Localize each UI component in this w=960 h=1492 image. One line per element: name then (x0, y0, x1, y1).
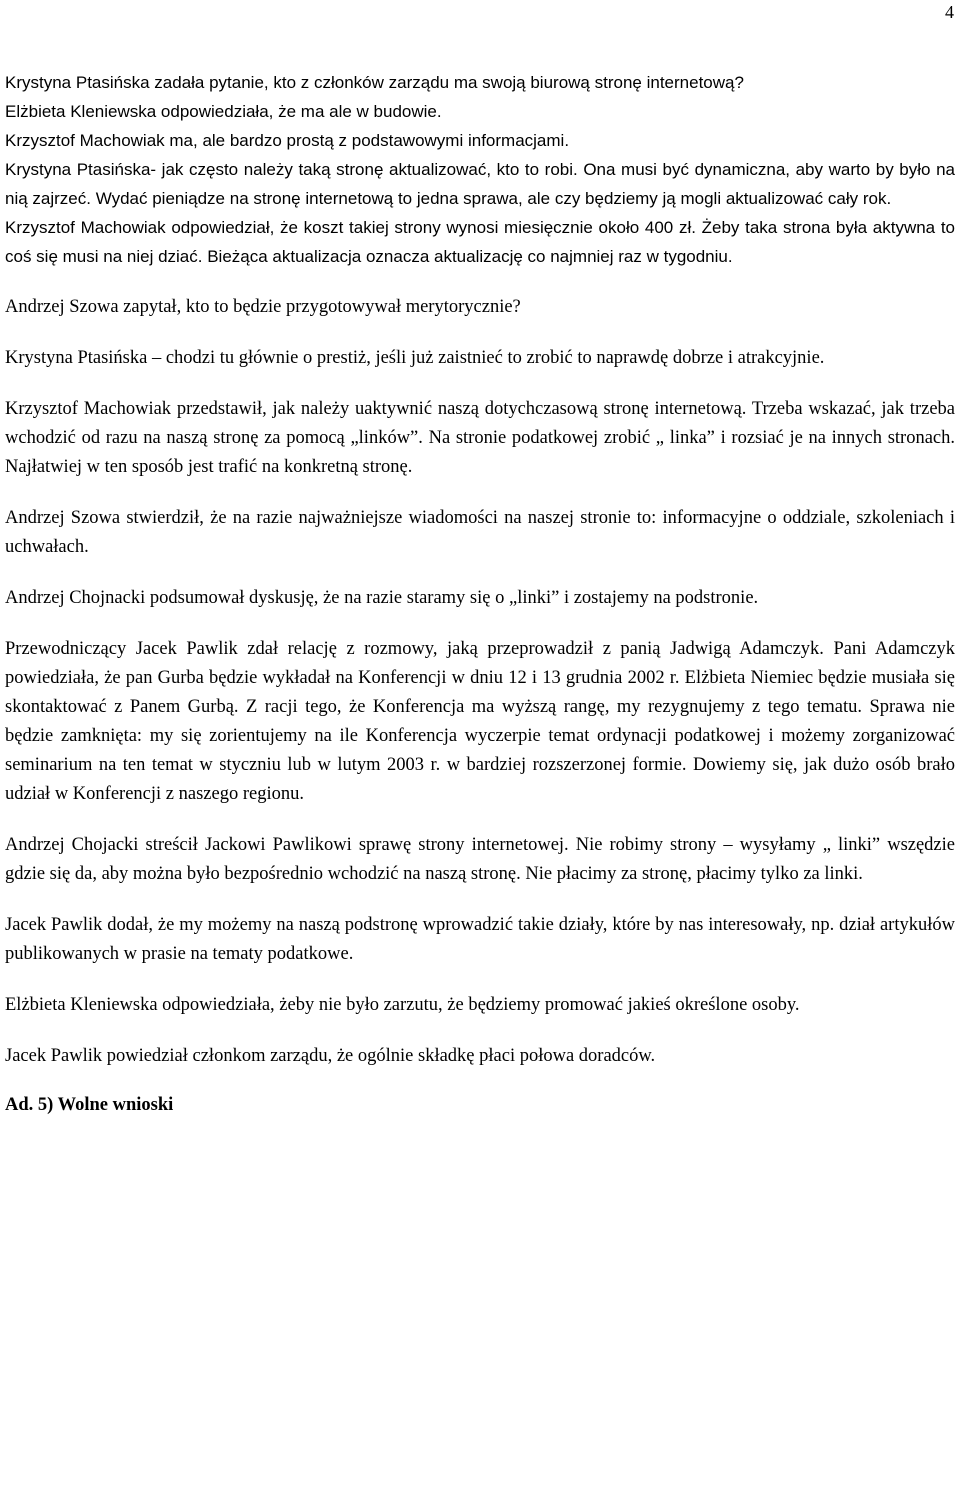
section-heading: Ad. 5) Wolne wnioski (5, 1095, 174, 1115)
paragraph: Elżbieta Kleniewska odpowiedziała, że ma ale w budowie. (5, 102, 442, 121)
paragraph: Krystyna Ptasińska – chodzi tu głównie o prestiż, jeśli już zaistnieć to zrobić to naprawdę dobrze i atrakcyjnie. (5, 348, 825, 368)
paragraph: Jacek Pawlik dodał, że my możemy na naszą podstronę wprowadzić takie działy, które by nas interesowały, np. dział artykułów publikowanych w prasie na tematy podatkowe. (5, 915, 955, 964)
paragraph: Krystyna Ptasińska zadała pytanie, kto z członków zarządu ma swoją biurową stronę internetową? (5, 73, 744, 92)
document-body (5, 68, 955, 1120)
paragraph: Krystyna Ptasińska- jak często należy taką stronę aktualizować, kto to robi. Ona musi być dynamiczna, aby warto by było na nią zajrzeć. Wydać pieniądze na stronę internetową to jedna sprawa, ale czy będziemy ją mogli aktualizować cały rok. (5, 160, 955, 208)
paragraph: Andrzej Szowa zapytał, kto to będzie przygotowywał merytorycznie? (5, 297, 521, 317)
paragraph: Krzysztof Machowiak przedstawił, jak należy uaktywnić naszą dotychczasową stronę internetową. Trzeba wskazać, jak trzeba wchodzić od razu na naszą stronę za pomocą „linków”. Na stronie podatkowej zrobić „ linka” i rozsiać je na innych stronach. Najłatwiej w ten sposób jest trafić na konkretną stronę. (5, 399, 955, 477)
paragraph: Andrzej Chojacki streścił Jackowi Pawlikowi sprawę strony internetowej. Nie robimy strony – wysyłamy „ linki” wszędzie gdzie się da, aby można było bezpośrednio wchodzić na naszą stronę. Nie płacimy za stronę, płacimy tylko za linki. (5, 835, 955, 884)
paragraph: Andrzej Szowa stwierdził, że na razie najważniejsze wiadomości na naszej stronie to: informacyjne o oddziale, szkoleniach i uchwałach. (5, 508, 955, 557)
paragraph: Krzysztof Machowiak ma, ale bardzo prostą z podstawowymi informacjami. (5, 131, 570, 150)
page-number: 4 (945, 2, 954, 22)
paragraph: Andrzej Chojnacki podsumował dyskusję, że na razie staramy się o „linki” i zostajemy na podstronie. (5, 588, 759, 608)
paragraph: Krzysztof Machowiak odpowiedział, że koszt takiej strony wynosi miesięcznie około 400 zł. Żeby taka strona była aktywna to coś się musi na niej dziać. Bieżąca aktualizacja oznacza aktualizację co najmniej raz w tygodniu. (5, 218, 955, 266)
paragraph: Jacek Pawlik powiedział członkom zarządu, że ogólnie składkę płaci połowa doradców. (5, 1046, 656, 1066)
paragraph: Przewodniczący Jacek Pawlik zdał relację z rozmowy, jaką przeprowadził z panią Jadwigą Adamczyk. Pani Adamczyk powiedziała, że pan Gurba będzie wykładał na Konferencji w dniu 12 i 13 grudnia 2002 r. Elżbieta Niemiec będzie musiała się skontaktować z Panem Gurbą. Z racji tego, że Konferencja ma wyższą rangę, my rezygnujemy z tego tematu. Sprawa nie będzie zamknięta: my się zorientujemy na ile Konferencja wyczerpie temat ordynacji podatkowej i możemy zorganizować seminarium na ten temat w styczniu lub w lutym 2003 r. w bardziej rozszerzonej formie. Dowiemy się, jak dużo osób brało udział w Konferencji z naszego regionu. (5, 639, 955, 804)
paragraph: Elżbieta Kleniewska odpowiedziała, żeby nie było zarzutu, że będziemy promować jakieś określone osoby. (5, 995, 800, 1015)
